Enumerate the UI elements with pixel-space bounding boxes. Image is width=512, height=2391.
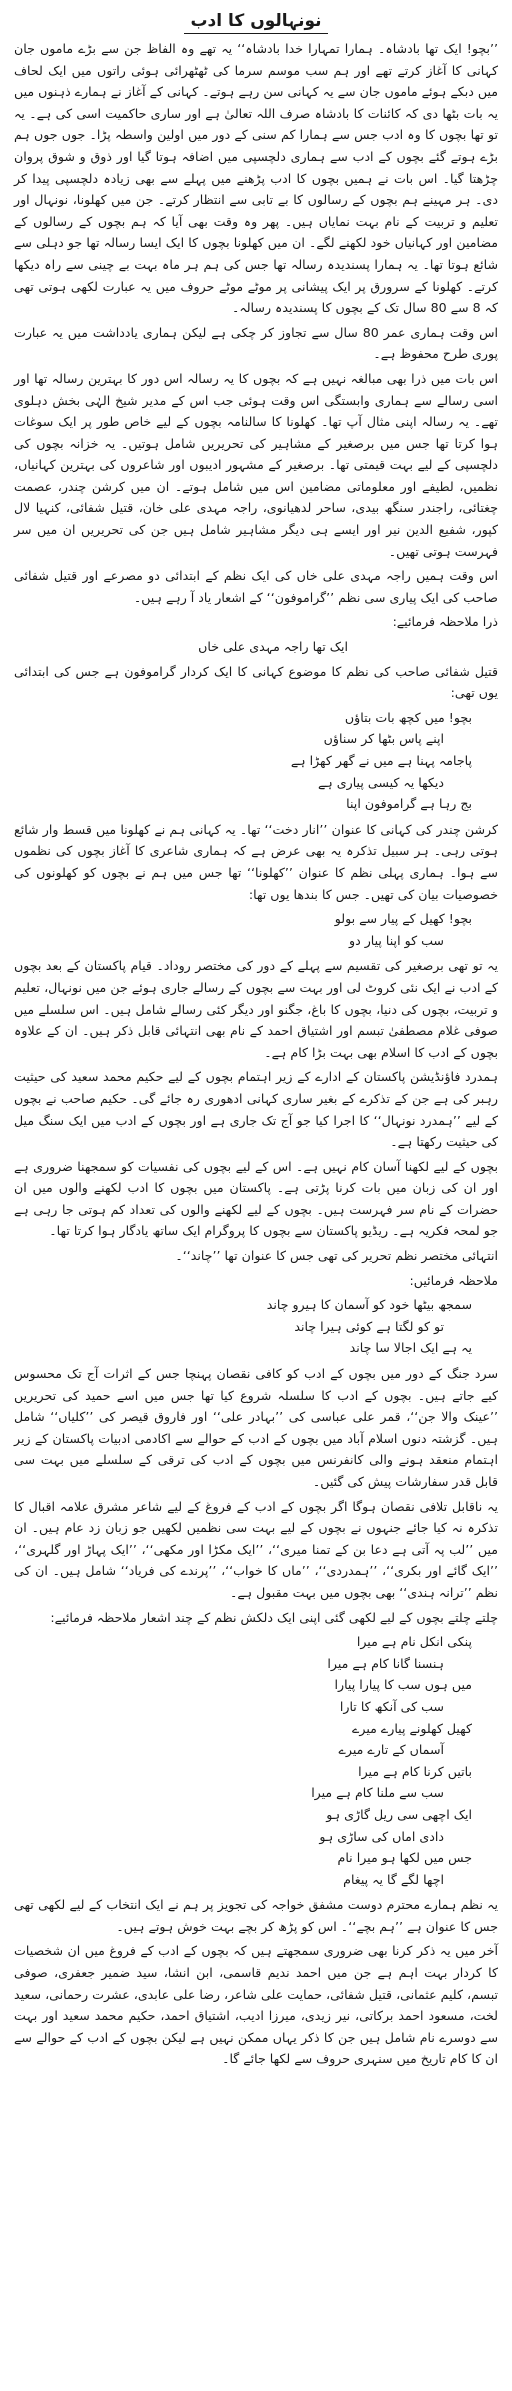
verse-line: دیکھا یہ کیسی پیاری ہے	[318, 774, 444, 790]
poem-block	[14, 908, 498, 951]
note-label: ذرا ملاحظہ فرمائیے:	[392, 614, 498, 630]
verse-line: بج رہا ہے گراموفون اپنا	[346, 796, 472, 812]
verse-line: اپنے پاس بٹھا کر سناؤں	[323, 731, 444, 747]
note-label: ملاحظہ فرمائیں:	[409, 1272, 498, 1288]
article-paragraph: کرشن چندر کی کہانی کا عنوان ’’انار دخت‘‘ تھا۔ یہ کہانی ہم نے کھلونا میں قسط وار شائع ہوتی رہی۔ ہر سبیل تذکرہ یہ بھی عرض ہے کہ ہماری شاعری کا آغاز بچوں کی نظموں سے ہوا۔ ہماری پہلی نظم کا عنوان ’’کھلونا‘‘ تھا جس میں ہم نے بچوں کو کھلونوں کی خصوصیات بیان کی تھیں۔ جس کا بندھا یوں تھا:	[14, 821, 498, 902]
verse-line: ہنسنا گانا کام ہے میرا	[327, 1655, 444, 1671]
article-paragraph: سرد جنگ کے دور میں بچوں کے ادب کو کافی نقصان پہنچا جس کے اثرات آج تک محسوس کیے جاتے ہیں۔ بچوں کے ادب کا سلسلہ شروع کیا تھا جس میں اسے حمید کی تحریریں ’’عینک والا جن‘‘، قمر علی عباسی کی ’’بہادر علی‘‘ اور فاروق قیصر کی ’’کلیاں‘‘ شامل ہیں۔ گزشتہ دنوں اسلام آباد میں بچوں کے ادب کے حوالے سے اکادمی ادبیات پاکستان کے زیر اہتمام منعقد ہونے والی کانفرنس میں بچوں کے ادب کی ترقی کے سلسلے میں بہت سی قابل قدر سفارشات پیش کی گئیں۔	[14, 1366, 498, 1489]
article-paragraph: اس وقت ہمیں راجہ مہدی علی خاں کی ایک نظم کے ابتدائی دو مصرعے اور قتیل شفائی صاحب کی ایک پیاری سی نظم ’’گراموفون‘‘ کے اشعار یاد آ رہے ہیں۔	[14, 568, 498, 605]
verse-line: ایک تھا راجہ مہدی علی خاں	[198, 639, 348, 655]
verse-line: جس میں لکھا ہو میرا نام	[337, 1850, 472, 1866]
article-paragraph: چلتے چلتے بچوں کے لیے لکھی گئی اپنی ایک دلکش نظم کے چند اشعار ملاحظہ فرمائیے:	[50, 1609, 498, 1625]
article-paragraph: قتیل شفائی صاحب کی نظم کا موضوع کہانی کا ایک کردار گراموفون ہے جس کی ابتدائی یوں تھی:	[14, 663, 498, 701]
verse-line: ایک اچھی سی ریل گاڑی ہو	[326, 1806, 472, 1822]
article-paragraph: اس وقت ہماری عمر 80 سال سے تجاوز کر چکی ہے لیکن ہماری یادداشت میں یہ عبارت پوری طرح محفوظ ہے۔	[14, 324, 498, 362]
verse-line: پاجامہ پہنا ہے میں نے گھر کھڑا ہے	[290, 753, 472, 768]
article-paragraph: یہ تو تھی برصغیر کی تقسیم سے پہلے کے دور کی مختصر روداد۔ قیام پاکستان کے بعد بچوں کے ادب نے ایک نئی کروٹ لی اور بہت سے بچوں کے رسالے جاری ہوئے جن میں نونہال، تعلیم و تربیت، بچوں کی دنیا، بچوں کا باغ، جگنو اور دیگر کئی رسالے شامل ہیں۔ اس سلسلے میں صوفی غلام مصطفیٰ تبسم اور اشتیاق احمد کے نام بھی انتہائی قابل ذکر ہیں۔ ان کے علاوہ بچوں کے ادب کا اسلام بھی بہت بڑا کام ہے۔	[14, 958, 498, 1060]
article-title: نونہالوں کا ادب	[184, 11, 327, 34]
verse-line: دادی اماں کی ساڑی ہو	[319, 1828, 444, 1844]
verse-line: کھیل کھلونے پیارے میرے	[352, 1720, 472, 1736]
verse-line: سمجھ بیٹھا خود کو آسمان کا ہیرو چاند	[266, 1297, 472, 1313]
article-paragraph: بچوں کے لیے لکھنا آسان کام نہیں ہے۔ اس کے لیے بچوں کی نفسیات کو سمجھنا ضروری ہے اور ان کی زبان میں بات کرنا پڑتی ہے۔ پاکستان میں بچوں کا ادب لکھنے والوں میں ان حضرات کے نام سر فہرست ہیں۔ بچوں کے لیے لکھنے والوں کی تعداد کم ہوتی جا رہی ہے جو لمحہ فکریہ ہے۔ ریڈیو پاکستان سے بچوں کا پروگرام ایک ساتھ یادگار ہوا کرتا تھا۔	[14, 1158, 498, 1239]
poem-block	[14, 1294, 498, 1359]
article-paragraph: یہ ناقابل تلافی نقصان ہوگا اگر بچوں کے ادب کے فروغ کے لیے شاعر مشرق علامہ اقبال کا تذکرہ نہ کیا جائے جنہوں نے بچوں کے لیے بہت سی نظمیں لکھیں جو زبان زد عام ہیں۔ ان میں ’’لب پہ آتی ہے دعا بن کے تمنا میری‘‘، ’’ایک مکڑا اور مکھی‘‘، ’’ایک پہاڑ اور گلہری‘‘، ’’ایک گائے اور بکری‘‘، ’’ہمدردی‘‘، ’’ماں کا خواب‘‘، ’’پرندے کی فریاد‘‘ شامل ہیں۔ ان کی نظم ’’ترانہ ہندی‘‘ بھی بچوں میں بہت مقبول ہے۔	[14, 1498, 498, 1600]
verse-line: بچو! کھیل کے پیار سے بولو	[334, 911, 472, 927]
article-paragraph: آخر میں یہ ذکر کرنا بھی ضروری سمجھتے ہیں کہ بچوں کے ادب کے فروغ میں ان شخصیات کا کردار بہت اہم ہے جن میں احمد ندیم قاسمی، ابن انشا، سید ضمیر جعفری، صوفی تبسم، کلیم عثمانی، قتیل شفائی، حمایت علی شاعر، رضا علی عابدی، عشرت رحمانی، سعید لخت، مسعود احمد برکاتی، نیر زیدی، میرزا ادیب، اشتیاق احمد، حکیم محمد سعید اور بہت سے دوسرے نام شامل ہیں جن کا ذکر یہاں ممکن نہیں ہے لیکن بچوں کے ادب کے حوالے سے ان کا کام تاریخ میں سنہری حروف سے لکھا جائے گا۔	[14, 1943, 498, 2067]
poem-block	[14, 707, 498, 815]
poem-block	[14, 1631, 498, 1890]
verse-line: بچو! میں کچھ بات بتاؤں	[344, 709, 472, 725]
article-paragraph: ہمدرد فاؤنڈیشن پاکستان کے ادارے کے زیر اہتمام بچوں کے لیے حکیم محمد سعید کی حیثیت رہبر کی ہے جن کے تذکرے کے بغیر ساری کہانی ادھوری رہ جائے گی۔ حکیم صاحب نے بچوں کے لیے ’’ہمدرد نونہال‘‘ کا اجرا کیا جو آج تک جاری ہے اور بچوں کے ادب میں ایک سنگ میل کی حیثیت رکھتا ہے۔	[14, 1069, 498, 1150]
verse-line: سب کی آنکھ کا تارا	[339, 1698, 444, 1714]
article-paragraph: اس بات میں ذرا بھی مبالغہ نہیں ہے کہ بچوں کا یہ رسالہ اس دور کا بہترین رسالہ تھا اور اسی رسالے سے ہماری وابستگی اس وقت ہوئی جب اس کے مدیر شیخ الہٰی بخش دہلوی تھے۔ یہ رسالہ اپنی مثال آپ تھا۔ کھلونا کا سالنامہ بچوں کے لیے خاص طور پر ایک سوغات ہوا کرتا تھا جس میں برصغیر کے مشاہیر کی تحریریں شامل ہوتیں۔ یہ خزانہ بچوں کی دلچسپی کے لیے بہت قیمتی تھا۔ برصغیر کے مشہور ادیبوں اور شاعروں کی بہترین کہانیاں، نظمیں، لطیفے اور معلوماتی مضامین اس میں شامل ہوتے۔ ان میں کرشن چندر، عصمت چغتائی، راجندر سنگھ بیدی، ساحر لدھیانوی، راجہ مہدی علی خان، قتیل شفائی، کنہیا لال کپور، شفیع الدین نیر اور ایسے ہی دیگر مشاہیر شامل ہیں جن کی تحریریں ان میں سر فہرست ہوتی تھیں۔	[14, 370, 498, 559]
article-title-block	[14, 6, 498, 36]
verse-line: پنکی انکل نام ہے میرا	[356, 1634, 472, 1650]
verse-line: سب سے ملنا کام ہے میرا	[311, 1785, 444, 1801]
verse-line: آسماں کے تارے میرے	[338, 1742, 444, 1758]
verse-line: میں ہوں سب کا پیارا پیارا	[334, 1677, 472, 1693]
verse-line: باتیں کرنا کام ہے میرا	[358, 1763, 472, 1779]
article-paragraph: انتہائی مختصر نظم تحریر کی تھی جس کا عنوان تھا ’’چاند‘‘۔	[175, 1248, 498, 1264]
verse-line: سب کو اپنا پیار دو	[349, 932, 444, 948]
article-paragraph: یہ نظم ہمارے محترم دوست مشفق خواجہ کی تجویز پر ہم نے ایک انتخاب کے لیے لکھی تھی جس کا عنوان ہے ’’ہم بچے‘‘۔ اس کو پڑھ کر بچے بہت خوش ہوتے ہیں۔	[14, 1897, 498, 1934]
verse-line: یہ ہے ایک اجالا سا چاند	[349, 1340, 472, 1356]
verse-line: اچھا لگے گا یہ پیغام	[343, 1871, 444, 1887]
article-paragraph: ’’بچو! ایک تھا بادشاہ۔ ہمارا تمہارا خدا بادشاہ‘‘ یہ تھے وہ الفاظ جن سے بڑے ماموں جان کہانی کا آغاز کرتے تھے اور ہم سب موسم سرما کی ٹھٹھرائی ہوئی راتوں میں ایک لحاف میں دبکے ہوئے ماموں جان سے یہ کہانی سن رہے ہوتے۔ کہانی کے آغاز نے ہمارے ذہنوں میں یہ بات بٹھا دی کہ کائنات کا بادشاہ صرف اللہ تعالیٰ ہے اور ساری حاکمیت اسی کی ہے۔ یہ تو تھا بچوں کا وہ ادب جس سے ہمارا کم سنی کے دور میں اولین واسطہ پڑا۔ جوں جوں ہم بڑے ہوتے گئے بچوں کے ادب سے ہماری دلچسپی میں اضافہ ہوتا گیا اور ذوق و شوق پروان چڑھتا گیا۔ اس بات نے ہمیں بچوں کا ادب پڑھنے میں پہلے سے بھی زیادہ دلچسپی پیدا کر دی۔ ہر مہینے ہم بچوں کے رسالوں کا بے تابی سے انتظار کرتے۔ جن میں کھلونا، نونہال اور تعلیم و تربیت کے نام بہت نمایاں ہیں۔ پھر وہ وقت بھی آیا کہ ہم بچوں کے رسالوں کے مضامین اور کہانیاں خود لکھنے لگے۔ ان میں کھلونا بچوں کا ایک ایسا رسالہ تھا جو دہلی سے شائع ہوتا تھا۔ یہ ہمارا پسندیدہ رسالہ تھا جس کی ہم ہر ماہ بہت بے چینی سے راہ دیکھا کرتے۔ کھلونا کے سرورق پر ایک پیشانی پر موٹے موٹے حروف میں یہ عبارت لکھی ہوتی تھی کہ 8 سے 80 سال تک کے بچوں کا پسندیدہ رسالہ۔	[14, 41, 498, 316]
verse-line: تو کو لگتا ہے کوئی ہیرا چاند	[294, 1318, 444, 1334]
